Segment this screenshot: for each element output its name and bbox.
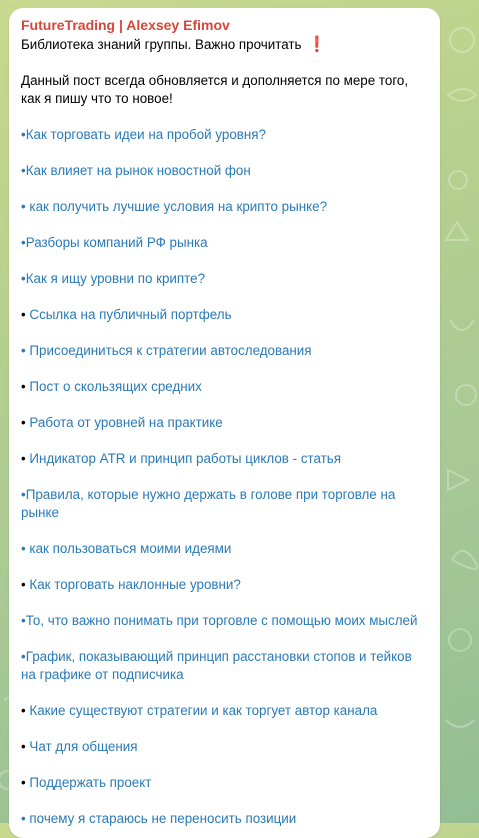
exclamation-icon: ❗ xyxy=(307,36,327,53)
link-item[interactable] xyxy=(21,126,430,144)
message-bubble xyxy=(9,8,440,838)
message-intro: Данный пост всегда обновляется и дополняется по мере того, как я пишу что то новое! xyxy=(21,73,409,106)
link-item-text[interactable]: Правила, которые нужно держать в голове при торговле на рынке xyxy=(21,487,396,520)
link-item-text[interactable]: Как торговать наклонные уровни? xyxy=(25,577,241,592)
link-item[interactable] xyxy=(21,576,430,594)
link-item[interactable] xyxy=(21,648,430,684)
bullet-icon: • xyxy=(21,703,26,718)
link-item[interactable] xyxy=(21,486,430,522)
link-item[interactable] xyxy=(21,270,430,288)
bullet-icon: • xyxy=(21,577,26,592)
link-item-text[interactable]: То, что важно понимать при торговле с помощью моих мыслей xyxy=(25,613,418,628)
link-item-text[interactable]: Какие существуют стратегии и как торгует автор канала xyxy=(25,703,378,718)
link-item[interactable] xyxy=(21,810,430,828)
bullet-icon: • xyxy=(21,199,26,214)
message-title xyxy=(21,36,430,54)
bullet-icon: • xyxy=(21,163,26,178)
message-title-text: Библиотека знаний группы. Важно прочитать xyxy=(21,37,302,52)
bullet-icon: • xyxy=(21,379,26,394)
link-item[interactable] xyxy=(21,234,430,252)
link-item[interactable] xyxy=(21,774,430,792)
bullet-icon: • xyxy=(21,235,26,250)
link-item-text[interactable]: почему я стараюсь не переносить позиции xyxy=(25,811,297,826)
link-item-text[interactable]: Пост о скользящих средних xyxy=(25,379,202,394)
link-item-text[interactable]: как получить лучшие условия на крипто рынке? xyxy=(25,199,328,214)
bullet-icon: • xyxy=(21,775,26,790)
link-item-text[interactable]: Как я ищу уровни по крипте? xyxy=(25,271,206,286)
link-item-text[interactable]: Ссылка на публичный портфель xyxy=(25,307,232,322)
link-item-text[interactable]: График, показывающий принцип расстановки стопов и тейков на графике от подписчика xyxy=(21,649,412,682)
link-item-text[interactable]: Поддержать проект xyxy=(25,775,152,790)
link-item-text[interactable]: как пользоваться моими идеями xyxy=(25,541,232,556)
bullet-icon: • xyxy=(21,343,26,358)
link-item[interactable] xyxy=(21,612,430,630)
link-item-text[interactable]: Разборы компаний РФ рынка xyxy=(25,235,208,250)
bullet-icon: • xyxy=(21,451,26,466)
link-item-text[interactable]: Как торговать идеи на пробой уровня? xyxy=(25,127,267,142)
spacer xyxy=(21,54,430,72)
link-item-text[interactable]: Работа от уровней на практике xyxy=(25,415,223,430)
link-item[interactable] xyxy=(21,414,430,432)
bullet-icon: • xyxy=(21,613,26,628)
link-item-text[interactable]: Чат для общения xyxy=(25,739,138,754)
link-item[interactable] xyxy=(21,342,430,360)
link-item[interactable] xyxy=(21,702,430,720)
bullet-icon: • xyxy=(21,811,26,826)
link-item[interactable] xyxy=(21,162,430,180)
link-item[interactable] xyxy=(21,738,430,756)
link-item[interactable] xyxy=(21,450,430,468)
link-item-text[interactable]: Как влияет на рынок новостной фон xyxy=(25,163,251,178)
bullet-icon: • xyxy=(21,739,26,754)
bullet-icon: • xyxy=(21,127,26,142)
bullet-icon: • xyxy=(21,649,26,664)
link-item[interactable] xyxy=(21,198,430,216)
bullet-icon: • xyxy=(21,415,26,430)
link-item-text[interactable]: Присоединиться к стратегии автоследования xyxy=(25,343,312,358)
bullet-icon: • xyxy=(21,307,26,322)
bullet-icon: • xyxy=(21,487,26,502)
link-item-text[interactable]: Индикатор ATR и принцип работы циклов - статья xyxy=(25,451,342,466)
link-list xyxy=(21,126,430,828)
link-item[interactable] xyxy=(21,306,430,324)
bullet-icon: • xyxy=(21,541,26,556)
link-item[interactable] xyxy=(21,540,430,558)
link-item[interactable] xyxy=(21,378,430,396)
sender-name[interactable]: FutureTrading | Alexsey Efimov xyxy=(21,17,230,33)
bullet-icon: • xyxy=(21,271,26,286)
